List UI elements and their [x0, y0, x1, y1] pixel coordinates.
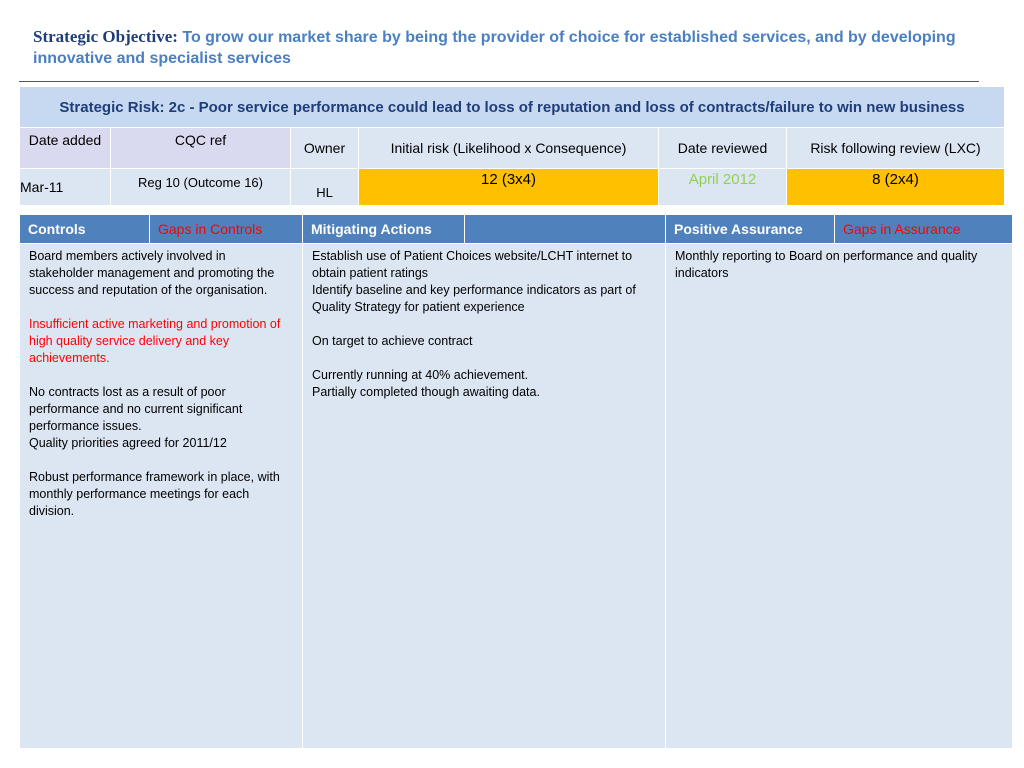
assurance-item: Monthly reporting to Board on performance and quality indicators [675, 249, 978, 280]
header-date-reviewed: Date reviewed [659, 128, 787, 169]
value-date-added: Mar-11 [20, 169, 111, 206]
control-gap-item: Insufficient active marketing and promotion of high quality service delivery and key achievements. [29, 317, 281, 365]
header-date-added: Date added [20, 128, 111, 169]
mitigating-item: Establish use of Patient Choices website/LCHT internet to obtain patient ratings [312, 249, 633, 280]
objective-lead: Strategic Objective: [33, 27, 178, 46]
mitigating-item: Identify baseline and key performance indicators as part of Quality Strategy for patient experience [312, 283, 636, 314]
mitigating-item: Currently running at 40% achievement. [312, 368, 529, 382]
mitigating-item: On target to achieve contract [312, 334, 473, 348]
value-cqc-ref: Reg 10 (Outcome 16) [111, 169, 291, 206]
assurance-cell [666, 244, 1013, 749]
header-mitigating-actions: Mitigating Actions [303, 215, 465, 244]
value-date-reviewed: April 2012 [659, 169, 787, 206]
header-controls: Controls [20, 215, 150, 244]
strategic-risk-title: Strategic Risk: 2c - Poor service performance could lead to loss of reputation and loss of contracts/failure to win new business [20, 87, 1005, 128]
controls-cell [20, 244, 303, 749]
header-positive-assurance: Positive Assurance [666, 215, 835, 244]
strategic-objective [33, 26, 993, 69]
objective-text: To grow our market share by being the provider of choice for established services, and by developing innovative and specialist services [33, 29, 956, 67]
value-initial-risk: 12 (3x4) [359, 169, 659, 206]
header-initial-risk: Initial risk (Likelihood x Consequence) [359, 128, 659, 169]
value-owner: HL [291, 169, 359, 206]
controls-table [19, 214, 1013, 749]
value-risk-following: 8 (2x4) [787, 169, 1005, 206]
control-item: Quality priorities agreed for 2011/12 [29, 436, 227, 450]
control-item: Robust performance framework in place, with monthly performance meetings for each division. [29, 470, 280, 518]
mitigating-item: Partially completed though awaiting data. [312, 385, 540, 399]
risk-table [19, 86, 1005, 206]
header-gaps-in-controls: Gaps in Controls [150, 215, 303, 244]
control-item: Board members actively involved in stakeholder management and promoting the success and reputation of the organisation. [29, 249, 275, 297]
header-gaps-in-assurance: Gaps in Assurance [835, 215, 1013, 244]
header-cqc-ref: CQC ref [111, 128, 291, 169]
header-blank [465, 215, 666, 244]
control-item: No contracts lost as a result of poor performance and no current significant performance issues. [29, 385, 243, 433]
header-owner: Owner [291, 128, 359, 169]
header-risk-following: Risk following review (LXC) [787, 128, 1005, 169]
mitigating-cell [303, 244, 666, 749]
title-divider [19, 81, 979, 82]
